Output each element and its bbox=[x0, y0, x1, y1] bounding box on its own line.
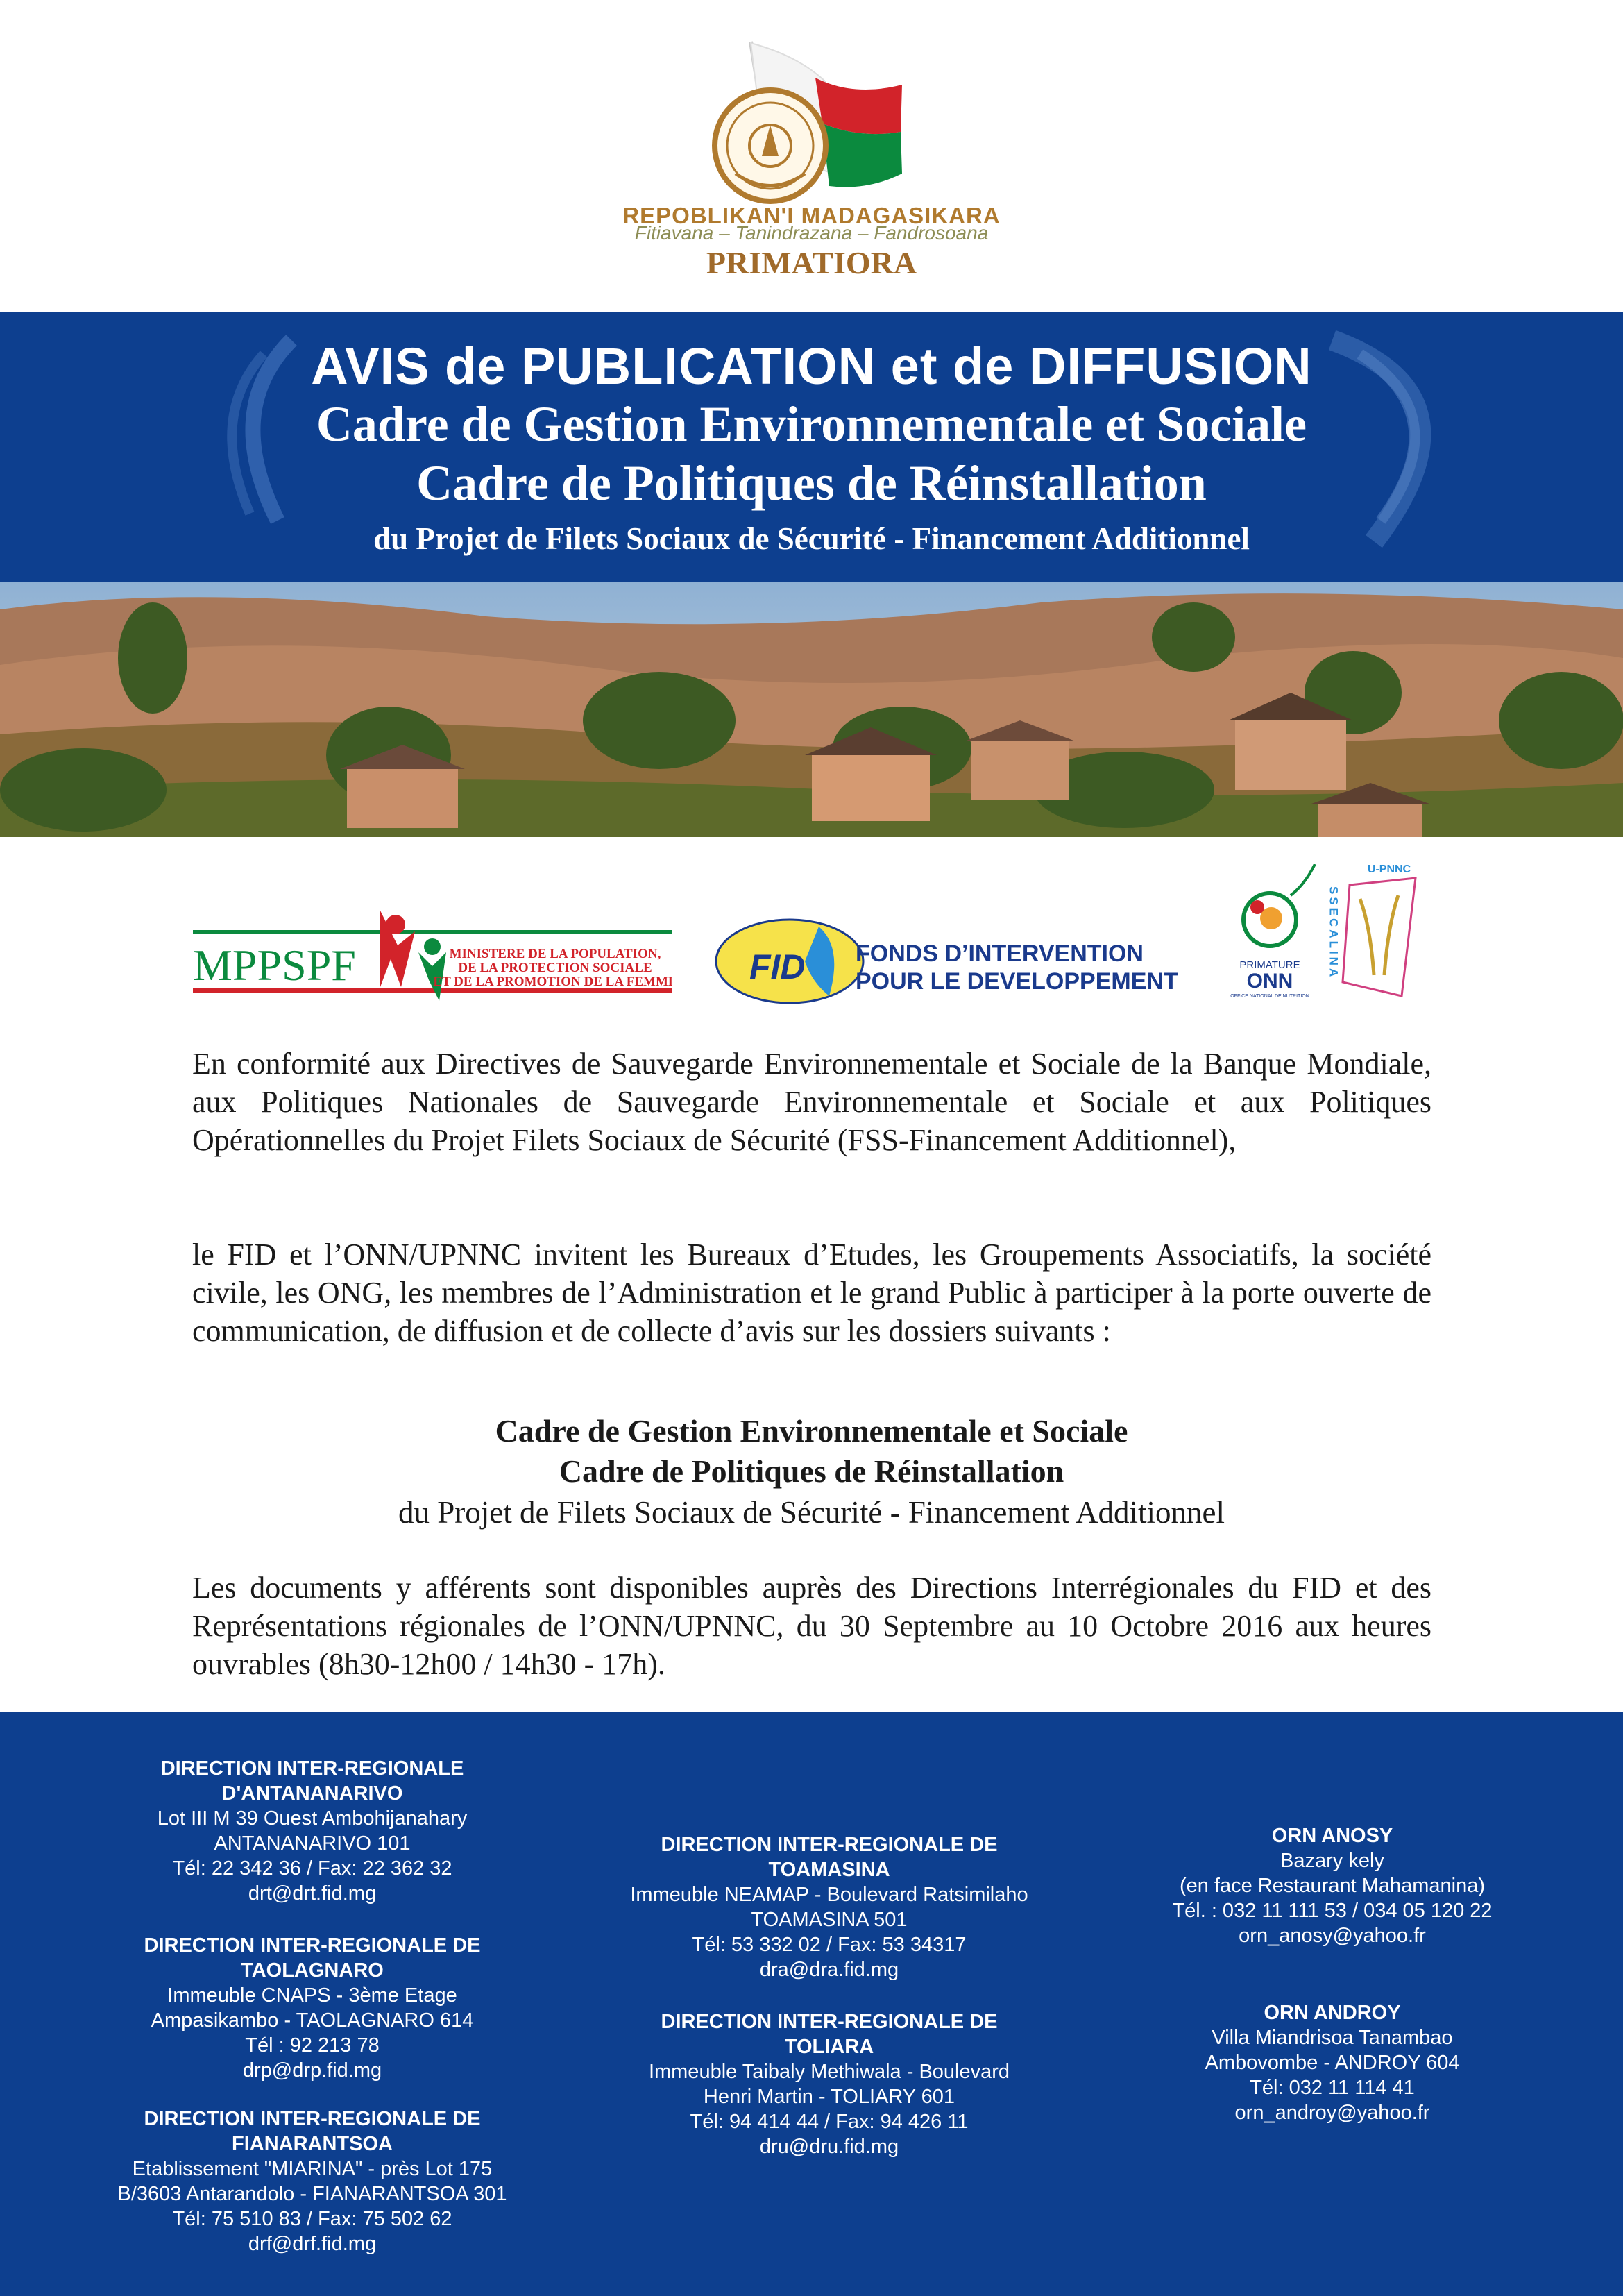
contact-fianarantsoa bbox=[69, 2107, 555, 2256]
banner-subtitle-2: Cadre de Politiques de Réinstallation bbox=[416, 455, 1207, 511]
contact-title: DIRECTION INTER-REGIONALE DE bbox=[661, 2011, 998, 2033]
contact-orn-androy bbox=[1110, 2000, 1554, 2125]
contact-address: Etablissement "MIARINA" - près Lot 175 bbox=[132, 2158, 493, 2180]
fid-line2: POUR LE DEVELOPPEMENT bbox=[856, 968, 1178, 995]
banner-subtitle-1: Cadre de Gestion Environnementale et Sociale bbox=[316, 396, 1307, 452]
mppspf-line3: ET DE LA PROMOTION DE LA FEMME bbox=[433, 974, 672, 989]
contact-orn-anosy bbox=[1110, 1823, 1554, 1948]
republic-seal-icon bbox=[715, 90, 826, 201]
intro-paragraph: En conformité aux Directives de Sauvegarde Environnementale et Sociale de la Banque Mondiale, aux Politiques Nationales de Sauvegarde Environnementale et Sociale et aux Politiques Opérationnelles du Projet Filets Sociaux de Sécurité (FSS-Financement Additionnel), bbox=[192, 1047, 1431, 1157]
mppspf-line2: DE LA PROTECTION SOCIALE bbox=[458, 961, 652, 975]
contact-phone: Tél. : 032 11 111 53 / 034 05 120 22 bbox=[1172, 1900, 1493, 1922]
document-title-2: Cadre de Politiques de Réinstallation bbox=[559, 1453, 1064, 1489]
availability-paragraph: Les documents y afférents sont disponibles auprès des Directions Interrégionales du FID et des Représentations régionales de l’ONN/UPNNC, du 30 Septembre au 10 Octobre 2016 aux heures ouvrables (8h30-12h00 / 14h30 - 17h). bbox=[192, 1571, 1431, 1681]
contact-toliara bbox=[590, 2009, 1069, 2159]
contact-phone: Tél: 22 342 36 / Fax: 22 362 32 bbox=[172, 1857, 452, 1880]
upnnc-wheat-icon bbox=[1343, 878, 1416, 996]
fid-acronym: FID bbox=[749, 947, 806, 986]
invitation-paragraph: le FID et l’ONN/UPNNC invitent les Bureaux d’Etudes, les Groupements Associatifs, la société civile, les ONG, les membres de l’Administration et le grand Public à participer à la porte ouverte de communication, de diffusion et de collecte d’avis sur les dossiers suivants : bbox=[192, 1238, 1431, 1348]
contact-email: drf@drf.fid.mg bbox=[248, 2233, 377, 2255]
contact-phone: Tél: 94 414 44 / Fax: 94 426 11 bbox=[690, 2111, 969, 2133]
contact-address: Villa Miandrisoa Tanambao bbox=[1212, 2027, 1453, 2049]
contact-email: drp@drp.fid.mg bbox=[242, 2059, 382, 2082]
document-title-1: Cadre de Gestion Environnementale et Sociale bbox=[495, 1413, 1128, 1449]
onn-upnnc-logo bbox=[1228, 864, 1436, 1003]
contact-phone: Tél: 53 332 02 / Fax: 53 34317 bbox=[692, 1934, 967, 1956]
fid-line1: FONDS D’INTERVENTION bbox=[856, 940, 1144, 967]
contact-taolagnaro bbox=[97, 1933, 527, 2083]
republic-name: REPOBLIKAN'I MADAGASIKARA bbox=[622, 203, 1001, 228]
contact-title: TOLIARA bbox=[784, 2036, 874, 2058]
contact-city: ANTANANARIVO 101 bbox=[214, 1832, 411, 1855]
contact-phone: Tél: 032 11 114 41 bbox=[1250, 2077, 1415, 2099]
contact-title: DIRECTION INTER-REGIONALE DE bbox=[144, 1934, 481, 1957]
contact-address-note: (en face Restaurant Mahamanina) bbox=[1179, 1875, 1486, 1897]
contact-title: ORN ANDROY bbox=[1264, 2002, 1401, 2024]
contact-title: D'ANTANANARIVO bbox=[221, 1782, 403, 1805]
banner-project-line: du Projet de Filets Sociaux de Sécurité - Financement Additionnel bbox=[373, 521, 1250, 556]
contact-antananarivo bbox=[97, 1756, 527, 1906]
contact-email: dra@dra.fid.mg bbox=[759, 1959, 899, 1981]
contact-title: DIRECTION INTER-REGIONALE DE bbox=[661, 1834, 998, 1856]
seecalina-vertical: SSECALINA bbox=[1327, 886, 1341, 980]
contact-email: orn_androy@yahoo.fr bbox=[1234, 2102, 1430, 2124]
contact-title: TAOLAGNARO bbox=[241, 1959, 384, 1982]
contact-phone: Tél: 75 510 83 / Fax: 75 502 62 bbox=[172, 2208, 452, 2230]
mppspf-acronym: MPPSPF bbox=[193, 940, 356, 990]
onn-family-icon bbox=[1243, 864, 1315, 946]
contact-title: DIRECTION INTER-REGIONALE DE bbox=[144, 2108, 481, 2130]
contact-city: TOAMASINA 501 bbox=[751, 1909, 908, 1931]
contact-address: Lot III M 39 Ouest Ambohijanahary bbox=[157, 1807, 468, 1830]
contact-title: FIANARANTSOA bbox=[232, 2133, 393, 2155]
primatiora-title: PRIMATIORA bbox=[706, 245, 917, 280]
contact-title: TOAMASINA bbox=[768, 1859, 890, 1881]
landscape-photo bbox=[0, 582, 1623, 837]
contact-address: Bazary kely bbox=[1280, 1850, 1384, 1872]
contact-phone: Tél : 92 213 78 bbox=[245, 2034, 380, 2057]
contact-address: Immeuble Taibaly Methiwala - Boulevard bbox=[648, 2061, 1010, 2083]
contact-address: Immeuble NEAMAP - Boulevard Ratsimilaho bbox=[630, 1884, 1028, 1906]
onn-subtitle: OFFICE NATIONAL DE NUTRITION bbox=[1230, 994, 1309, 999]
onn-primature: PRIMATURE bbox=[1239, 959, 1300, 971]
republic-motto: Fitiavana – Tanindrazana – Fandrosoana bbox=[634, 222, 989, 244]
title-banner bbox=[0, 312, 1623, 582]
banner-title: AVIS de PUBLICATION et de DIFFUSION bbox=[311, 337, 1312, 395]
contact-address: Immeuble CNAPS - 3ème Etage bbox=[167, 1984, 457, 2007]
contact-city: Ambovombe - ANDROY 604 bbox=[1205, 2052, 1460, 2074]
contact-city: Henri Martin - TOLIARY 601 bbox=[703, 2086, 955, 2108]
header-emblem bbox=[0, 0, 1623, 312]
contact-email: drt@drt.fid.mg bbox=[248, 1882, 377, 1905]
onn-name: ONN bbox=[1246, 970, 1293, 993]
contact-toamasina bbox=[590, 1832, 1069, 1982]
contact-city: B/3603 Antarandolo - FIANARANTSOA 301 bbox=[117, 2183, 507, 2205]
upnnc-label: U-PNNC bbox=[1367, 864, 1411, 875]
mppspf-line1: MINISTERE DE LA POPULATION, bbox=[449, 947, 661, 961]
contact-city: Ampasikambo - TAOLAGNARO 614 bbox=[151, 2009, 474, 2032]
madagascar-flag-seal bbox=[0, 0, 1623, 208]
document-project-line: du Projet de Filets Sociaux de Sécurité - Financement Additionnel bbox=[398, 1495, 1225, 1530]
contact-title: ORN ANOSY bbox=[1271, 1825, 1393, 1847]
mppspf-logo bbox=[193, 904, 672, 1015]
contact-email: orn_anosy@yahoo.fr bbox=[1239, 1925, 1426, 1947]
contact-title: DIRECTION INTER-REGIONALE bbox=[160, 1757, 464, 1780]
contact-email: dru@dru.fid.mg bbox=[759, 2136, 899, 2158]
fid-logo bbox=[715, 913, 1193, 1010]
